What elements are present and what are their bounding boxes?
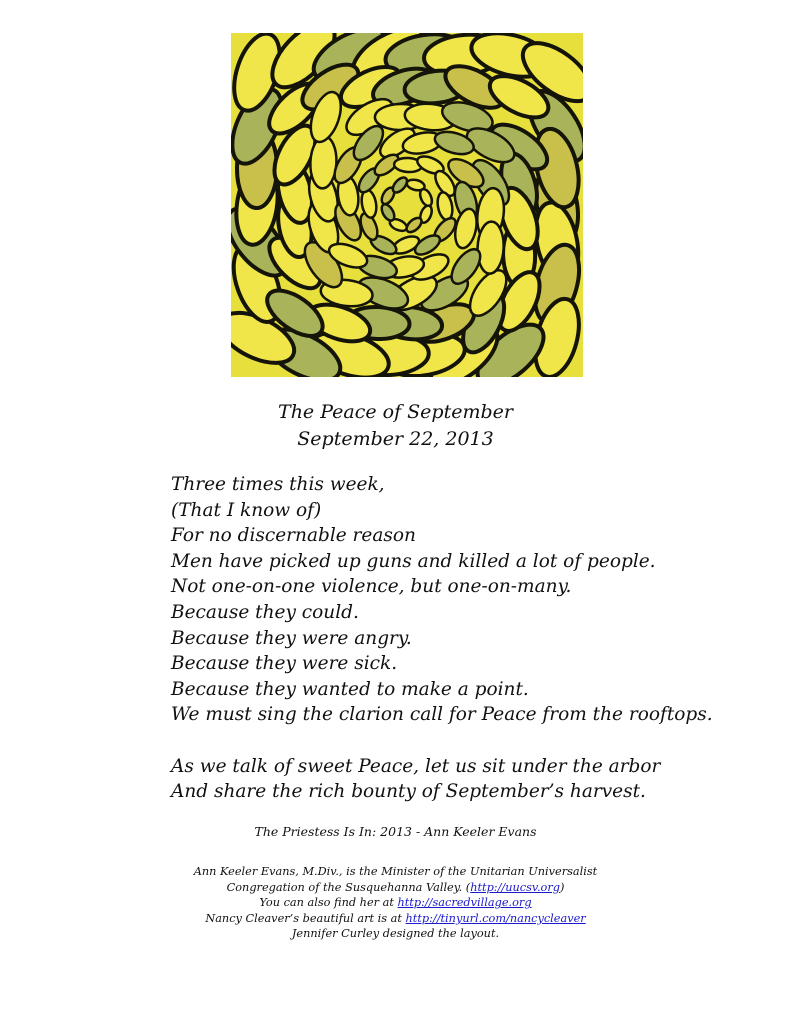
footer-text: Congregation of the Susquehanna Valley. (	[226, 880, 471, 894]
leaf-shape	[404, 215, 424, 235]
poem-line: Because they wanted to make a point.	[171, 678, 529, 700]
footer-text: You can also find her at	[259, 896, 398, 910]
poem-body	[171, 472, 713, 805]
poem-title: The Peace of September	[278, 401, 513, 423]
footer-line: Ann Keeler Evans, M.Div., is the Minister of the Unitarian Universalist	[193, 865, 598, 878]
poem-line: Because they could.	[171, 601, 359, 623]
poem-line: As we talk of sweet Peace, let us sit under the arbor	[171, 755, 661, 777]
footer-line	[0, 895, 791, 911]
poem-line: For no discernable reason	[171, 525, 416, 547]
poem-line: And share the rich bounty of September’s harvest.	[171, 781, 646, 803]
artwork-painting	[231, 33, 583, 377]
footer-line	[0, 911, 791, 927]
stanza-2	[171, 754, 713, 805]
footer	[0, 864, 791, 942]
attribution: The Priestess Is In: 2013 - Ann Keeler Evans	[254, 824, 537, 839]
leaf-shape	[379, 202, 397, 223]
footer-text: )	[559, 880, 565, 894]
footer-line: Jennifer Curley designed the layout.	[291, 927, 500, 941]
poem-line: Because they were angry.	[171, 627, 412, 649]
nancycleaver-link[interactable]: http://tinyurl.com/nancycleaver	[405, 911, 586, 925]
leaf-shape	[418, 187, 434, 208]
poem-date: September 22, 2013	[297, 428, 494, 450]
poem-line: Not one-on-one violence, but one-on-many.	[171, 576, 572, 598]
leaf-shape	[477, 221, 505, 274]
poem-line: Men have picked up guns and killed a lot of people.	[171, 550, 656, 572]
stanza-1	[171, 472, 713, 728]
poem-line: We must sing the clarion call for Peace from the rooftops.	[171, 704, 713, 726]
uucsv-link[interactable]: http://uucsv.org	[470, 880, 560, 894]
leaf-shape	[452, 207, 480, 250]
poem-line: Three times this week,	[171, 474, 385, 495]
footer-line	[0, 880, 791, 896]
footer-text: Nancy Cleaver’s beautiful art is at	[205, 911, 406, 925]
poem-line: Because they were sick.	[171, 653, 398, 675]
sacredvillage-link[interactable]: http://sacredvillage.org	[397, 896, 532, 910]
poem-line: (That I know of)	[171, 499, 322, 521]
